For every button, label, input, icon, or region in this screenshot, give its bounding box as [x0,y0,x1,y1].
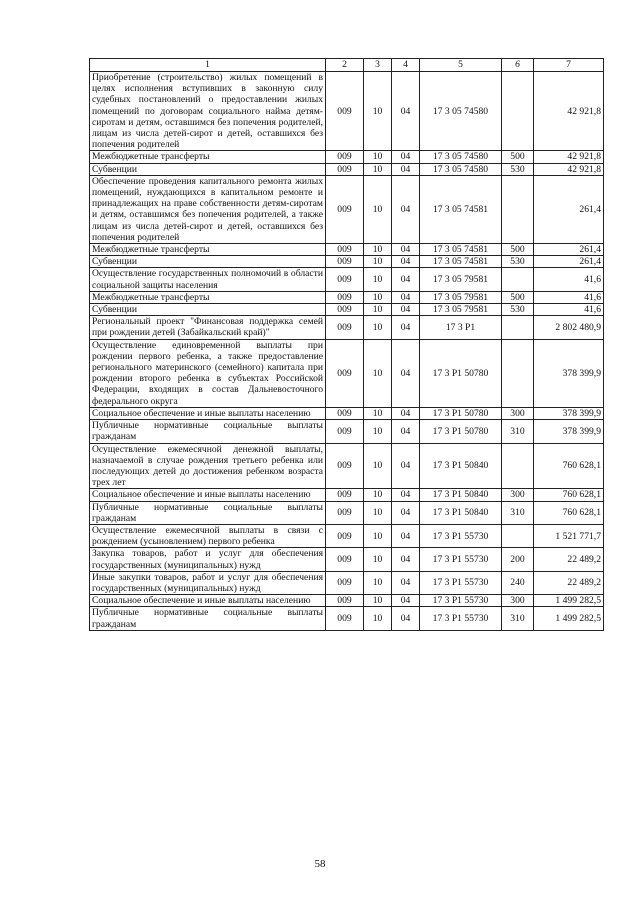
cell-ved: 009 [326,244,364,256]
cell-ved: 009 [326,595,364,607]
cell-ved: 009 [326,72,364,151]
cell-vr [502,175,534,243]
cell-csr: 17 3 05 79581 [420,291,502,303]
cell-pr: 04 [392,291,420,303]
cell-csr: 17 3 P1 50780 [420,407,502,419]
cell-vr: 500 [502,151,534,163]
cell-ved: 009 [326,571,364,594]
cell-ved: 009 [326,501,364,524]
cell-rz: 10 [364,316,392,339]
cell-ved: 009 [326,163,364,175]
cell-csr: 17 3 P1 50780 [420,420,502,443]
header-col-2: 2 [326,59,364,72]
cell-pr: 04 [392,501,420,524]
cell-ved: 009 [326,304,364,316]
cell-ved: 009 [326,175,364,243]
cell-name: Социальное обеспечение и иные выплаты населению [90,407,326,419]
cell-pr: 04 [392,316,420,339]
cell-name: Осуществление ежемесячной выплаты в связи с рождением (усыновлением) первого ребенка [90,524,326,547]
cell-sum: 42 921,8 [534,72,604,151]
cell-rz: 10 [364,443,392,489]
cell-sum: 760 628,1 [534,501,604,524]
cell-csr: 17 3 P1 50840 [420,443,502,489]
cell-pr: 04 [392,268,420,291]
cell-pr: 04 [392,489,420,501]
cell-rz: 10 [364,501,392,524]
table-row [90,571,604,594]
cell-pr: 04 [392,244,420,256]
table-row [90,339,604,407]
table-row [90,489,604,501]
cell-sum: 378 399,9 [534,407,604,419]
table-row [90,175,604,243]
cell-rz: 10 [364,420,392,443]
cell-vr: 310 [502,607,534,630]
cell-rz: 10 [364,256,392,268]
cell-vr: 530 [502,163,534,175]
cell-sum: 378 399,9 [534,420,604,443]
cell-pr: 04 [392,304,420,316]
cell-csr: 17 3 P1 50840 [420,501,502,524]
header-col-6: 6 [502,59,534,72]
table-row [90,443,604,489]
cell-pr: 04 [392,607,420,630]
table-row [90,244,604,256]
table-row [90,316,604,339]
cell-sum: 760 628,1 [534,443,604,489]
cell-vr [502,339,534,407]
cell-vr: 200 [502,548,534,571]
cell-pr: 04 [392,443,420,489]
cell-ved: 009 [326,420,364,443]
cell-vr: 240 [502,571,534,594]
cell-rz: 10 [364,268,392,291]
cell-rz: 10 [364,151,392,163]
table-row [90,524,604,547]
cell-ved: 009 [326,316,364,339]
cell-pr: 04 [392,163,420,175]
cell-sum: 1 521 771,7 [534,524,604,547]
cell-rz: 10 [364,163,392,175]
cell-sum: 41,6 [534,268,604,291]
header-col-3: 3 [364,59,392,72]
cell-rz: 10 [364,175,392,243]
cell-sum: 41,6 [534,291,604,303]
cell-rz: 10 [364,524,392,547]
cell-vr: 300 [502,595,534,607]
cell-ved: 009 [326,548,364,571]
cell-ved: 009 [326,268,364,291]
cell-sum: 22 489,2 [534,548,604,571]
cell-csr: 17 3 05 74580 [420,72,502,151]
cell-vr [502,72,534,151]
cell-pr: 04 [392,595,420,607]
cell-name: Социальное обеспечение и иные выплаты населению [90,595,326,607]
cell-csr: 17 3 05 79581 [420,268,502,291]
cell-rz: 10 [364,407,392,419]
cell-rz: 10 [364,339,392,407]
cell-rz: 10 [364,244,392,256]
header-col-7: 7 [534,59,604,72]
cell-csr: 17 3 05 74581 [420,175,502,243]
cell-pr: 04 [392,256,420,268]
table-row [90,501,604,524]
cell-pr: 04 [392,571,420,594]
cell-rz: 10 [364,548,392,571]
cell-pr: 04 [392,407,420,419]
cell-csr: 17 3 P1 55730 [420,524,502,547]
cell-pr: 04 [392,548,420,571]
cell-rz: 10 [364,489,392,501]
table-row [90,607,604,630]
cell-csr: 17 3 05 74580 [420,151,502,163]
cell-sum: 261,4 [534,244,604,256]
cell-sum: 42 921,8 [534,151,604,163]
cell-ved: 009 [326,339,364,407]
cell-vr: 310 [502,501,534,524]
header-row [90,59,604,72]
header-col-5: 5 [420,59,502,72]
cell-csr: 17 3 P1 [420,316,502,339]
cell-name: Осуществление единовременной выплаты при рождении первого ребенка, а также предоставление регионального материнского (семейного) капитала при рождении второго ребенка в субъектах Российской Федерации, входящих в состав Дальневосточного федерального округа [90,339,326,407]
cell-name: Социальное обеспечение и иные выплаты населению [90,489,326,501]
cell-name: Приобретение (строительство) жилых помещений в целях исполнения вступивших в законную силу судебных постановлений о предоставлении жилых помещений по договорам социального найма детям-сиротам и детям, оставшимся без попечения родителей, лицам из числа детей-сирот и детей, оставшихся без попечения родителей [90,72,326,151]
cell-name: Межбюджетные трансферты [90,244,326,256]
cell-csr: 17 3 P1 50840 [420,489,502,501]
cell-pr: 04 [392,524,420,547]
cell-pr: 04 [392,339,420,407]
table-row [90,595,604,607]
cell-ved: 009 [326,407,364,419]
cell-name: Региональный проект "Финансовая поддержка семей при рождении детей (Забайкальский край)" [90,316,326,339]
cell-sum: 378 399,9 [534,339,604,407]
cell-sum: 22 489,2 [534,571,604,594]
cell-vr [502,316,534,339]
cell-csr: 17 3 P1 55730 [420,595,502,607]
cell-rz: 10 [364,72,392,151]
cell-sum: 1 499 282,5 [534,607,604,630]
cell-name: Иные закупки товаров, работ и услуг для обеспечения государственных (муниципальных) нужд [90,571,326,594]
cell-vr [502,443,534,489]
cell-rz: 10 [364,291,392,303]
cell-vr: 500 [502,291,534,303]
table-row [90,151,604,163]
cell-vr: 300 [502,407,534,419]
cell-rz: 10 [364,571,392,594]
cell-csr: 17 3 P1 55730 [420,607,502,630]
cell-ved: 009 [326,291,364,303]
table-row [90,548,604,571]
budget-table [89,58,604,631]
cell-sum: 42 921,8 [534,163,604,175]
cell-csr: 17 3 05 74581 [420,256,502,268]
cell-sum: 2 802 480,9 [534,316,604,339]
page-number: 58 [314,858,326,870]
cell-name: Межбюджетные трансферты [90,151,326,163]
cell-name: Публичные нормативные социальные выплаты гражданам [90,607,326,630]
table-row [90,72,604,151]
header-col-4: 4 [392,59,420,72]
cell-name: Закупка товаров, работ и услуг для обеспечения государственных (муниципальных) нужд [90,548,326,571]
cell-ved: 009 [326,489,364,501]
table-row [90,407,604,419]
table-row [90,304,604,316]
cell-name: Обеспечение проведения капитального ремонта жилых помещений, нуждающихся в капитальном ремонте и принадлежащих на праве собственности детям-сиротам и детям, оставшимся без попечения родителей, а также лицам из числа детей-сирот и детей, оставшихся без попечения родителей [90,175,326,243]
cell-vr: 310 [502,420,534,443]
table-row [90,256,604,268]
cell-vr: 500 [502,244,534,256]
cell-rz: 10 [364,304,392,316]
cell-sum: 760 628,1 [534,489,604,501]
cell-pr: 04 [392,420,420,443]
cell-name: Субвенции [90,304,326,316]
cell-ved: 009 [326,443,364,489]
cell-name: Субвенции [90,256,326,268]
cell-csr: 17 3 05 79581 [420,304,502,316]
table-row [90,268,604,291]
cell-csr: 17 3 P1 55730 [420,548,502,571]
cell-name: Межбюджетные трансферты [90,291,326,303]
cell-ved: 009 [326,256,364,268]
cell-csr: 17 3 P1 55730 [420,571,502,594]
cell-ved: 009 [326,151,364,163]
cell-rz: 10 [364,607,392,630]
cell-name: Осуществление ежемесячной денежной выплаты, назначаемой в случае рождения третьего ребенка или последующих детей до достижения ребенком возраста трех лет [90,443,326,489]
cell-name: Осуществление государственных полномочий в области социальной защиты населения [90,268,326,291]
cell-vr: 300 [502,489,534,501]
cell-vr [502,268,534,291]
cell-sum: 261,4 [534,175,604,243]
cell-sum: 41,6 [534,304,604,316]
cell-csr: 17 3 P1 50780 [420,339,502,407]
cell-sum: 1 499 282,5 [534,595,604,607]
table-row [90,291,604,303]
table-row [90,420,604,443]
cell-name: Публичные нормативные социальные выплаты гражданам [90,501,326,524]
cell-pr: 04 [392,151,420,163]
cell-csr: 17 3 05 74581 [420,244,502,256]
cell-vr [502,524,534,547]
cell-name: Публичные нормативные социальные выплаты гражданам [90,420,326,443]
cell-vr: 530 [502,256,534,268]
header-col-1: 1 [90,59,326,72]
cell-ved: 009 [326,607,364,630]
cell-pr: 04 [392,175,420,243]
cell-sum: 261,4 [534,256,604,268]
cell-csr: 17 3 05 74580 [420,163,502,175]
cell-vr: 530 [502,304,534,316]
table-row [90,163,604,175]
cell-rz: 10 [364,595,392,607]
cell-ved: 009 [326,524,364,547]
cell-pr: 04 [392,72,420,151]
cell-name: Субвенции [90,163,326,175]
